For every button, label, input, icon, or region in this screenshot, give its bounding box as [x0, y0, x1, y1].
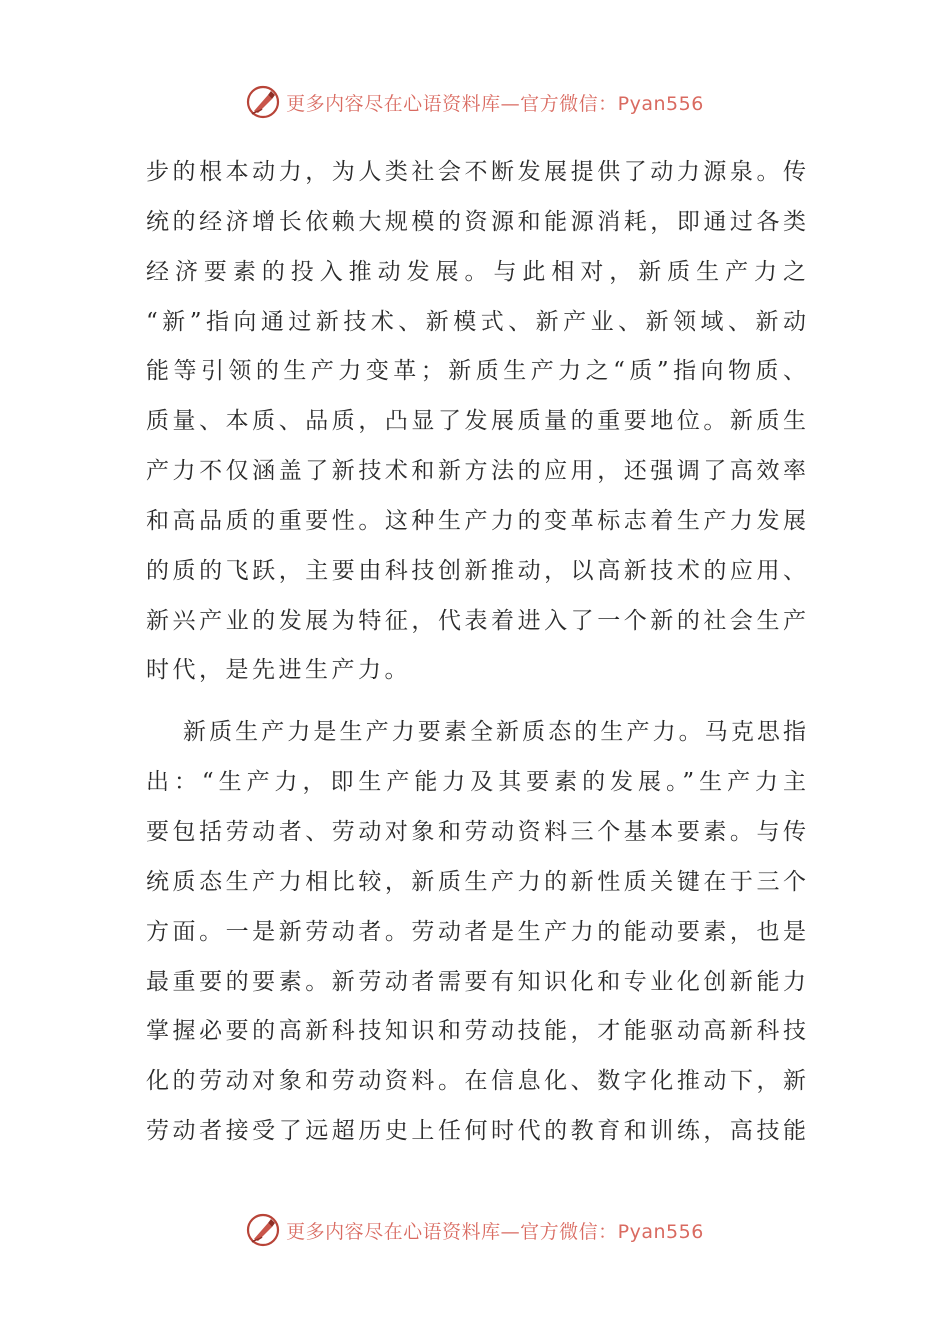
text-line: 新质生产力是生产力要素全新质态的生产力。马克思指 — [183, 719, 806, 746]
text-line: 要包括劳动者、劳动对象和劳动资料三个基本要素。与传 — [146, 818, 806, 845]
text-line: 步的根本动力，为人类社会不断发展提供了动力源泉。传 — [146, 159, 806, 185]
watermark-text: 更多内容尽在心语资料库—官方微信：Pyan556 — [286, 1220, 704, 1243]
text-line: 新兴产业的发展为特征，代表着进入了一个新的社会生产 — [146, 607, 806, 634]
text-line: 统的经济增长依赖大规模的资源和能源消耗，即通过各类 — [146, 208, 806, 235]
text-line: 和高品质的重要性。这种生产力的变革标志着生产力发展 — [146, 507, 806, 534]
text-line: 掌握必要的高新科技知识和劳动技能，才能驱动高新科技 — [146, 1018, 806, 1045]
text-line: 最重要的要素。新劳动者需要有知识化和专业化创新能力 — [146, 968, 806, 995]
text-line: 产力不仅涵盖了新技术和新方法的应用，还强调了高效率 — [146, 458, 806, 485]
text-line: 能等引领的生产力变革；新质生产力之“质”指向物质、 — [146, 358, 806, 385]
text-line: 出：“生产力，即生产能力及其要素的发展。”生产力主 — [146, 769, 806, 796]
watermark-text: 更多内容尽在心语资料库—官方微信：Pyan556 — [286, 92, 704, 115]
paragraph-2 — [146, 708, 806, 1157]
paragraph-1 — [146, 148, 806, 696]
header-watermark — [0, 80, 950, 124]
text-line: 质量、本质、品质，凸显了发展质量的重要地位。新质生 — [146, 408, 806, 435]
text-line: 的质的飞跃，主要由科技创新推动，以高新技术的应用、 — [146, 557, 806, 584]
document-body — [146, 148, 806, 1157]
text-line: 方面。一是新劳动者。劳动者是生产力的能动要素，也是 — [146, 918, 806, 945]
pen-nib-logo-icon — [246, 85, 280, 119]
text-line: 化的劳动对象和劳动资料。在信息化、数字化推动下，新 — [146, 1068, 806, 1095]
text-line: “新”指向通过新技术、新模式、新产业、新领域、新动 — [146, 308, 806, 335]
pen-nib-logo-icon — [246, 1213, 280, 1247]
text-line: 劳动者接受了远超历史上任何时代的教育和训练，高技能 — [146, 1118, 806, 1145]
footer-watermark — [0, 1208, 950, 1252]
text-line: 统质态生产力相比较，新质生产力的新性质关键在于三个 — [146, 868, 806, 895]
text-line: 经济要素的投入推动发展。与此相对，新质生产力之 — [146, 258, 806, 285]
text-line: 时代，是先进生产力。 — [146, 657, 411, 684]
